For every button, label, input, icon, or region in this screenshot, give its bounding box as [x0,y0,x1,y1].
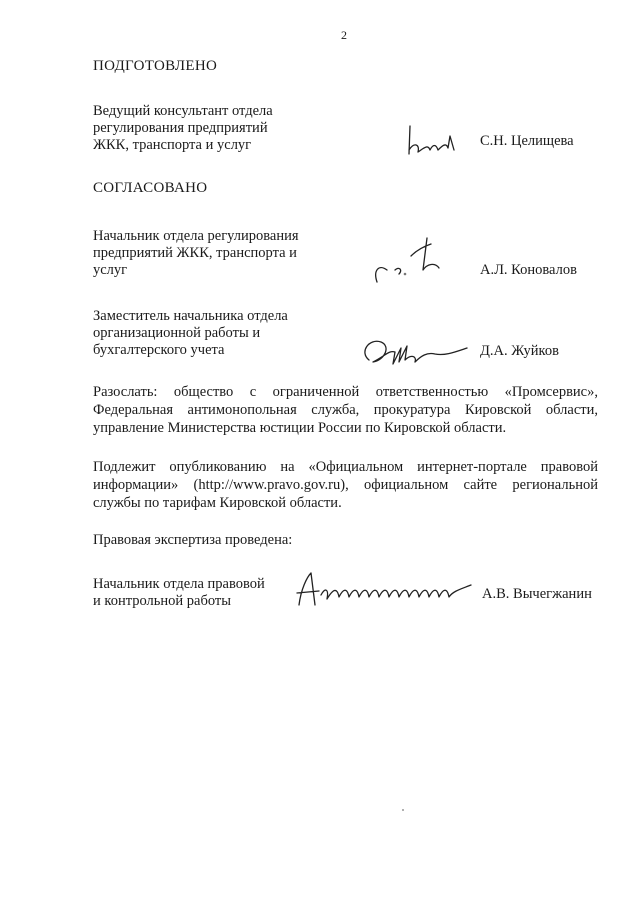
position-line: и контрольной работы [93,593,231,609]
position-line: организационной работы и [93,325,261,341]
position-line: регулирования предприятий [93,120,268,136]
agreed-heading: СОГЛАСОВАНО [93,180,208,196]
scan-speck [395,800,415,820]
position-line: услуг [93,262,128,278]
signature-zhuykov [355,330,475,372]
agreed-signer-1-position [93,228,299,279]
legal-review-position [93,576,265,610]
signature-konovalov [365,230,455,290]
prepared-heading: ПОДГОТОВЛЕНО [93,58,218,74]
position-line: Ведущий консультант отдела [93,103,273,119]
position-line: Заместитель начальника отдела [93,308,288,324]
prepared-signer-name: С.Н. Целищева [480,133,574,149]
legal-review-signer-name: А.В. Вычегжанин [482,586,592,602]
prepared-position [93,103,273,154]
legal-review-statement: Правовая экспертиза проведена: [93,532,293,548]
position-line: Начальник отдела правовой [93,576,265,592]
signature-vychegzhanin [285,565,480,615]
publication-paragraph: Подлежит опубликованию на «Официальном интернет-портале правовой информации» (http://www.pravo.gov.ru), официальном сайте региональной службы по тарифам Кировской области. [93,459,598,511]
agreed-signer-2-name: Д.А. Жуйков [480,343,559,359]
page-number: 2 [341,28,347,42]
agreed-signer-2-position [93,308,288,359]
position-line: бухгалтерского учета [93,342,225,358]
signature-tselishcheva [400,118,470,163]
agreed-signer-1-name: А.Л. Коновалов [480,262,577,278]
position-line: предприятий ЖКК, транспорта и [93,245,297,261]
position-line: Начальник отдела регулирования [93,228,299,244]
position-line: ЖКК, транспорта и услуг [93,137,252,153]
distribution-paragraph: Разослать: общество с ограниченной ответственностью «Промсервис», Федеральная антимонопольная служба, прокуратура Кировской области, управление Министерства юстиции России по Кировской области. [93,384,598,436]
